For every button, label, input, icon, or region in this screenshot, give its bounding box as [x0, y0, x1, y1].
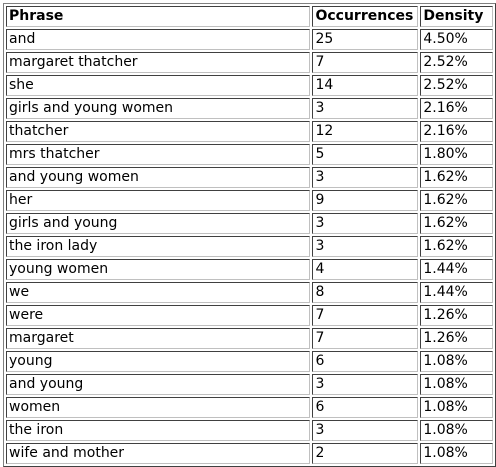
phrase-cell: margaret — [6, 328, 310, 349]
phrase-cell: she — [6, 75, 310, 96]
density-cell: 2.16% — [420, 98, 493, 119]
table-row — [6, 190, 493, 211]
phrase-cell: her — [6, 190, 310, 211]
density-cell: 2.16% — [420, 121, 493, 142]
density-cell: 1.26% — [420, 305, 493, 326]
header-row — [6, 6, 493, 27]
phrase-cell: wife and mother — [6, 443, 310, 464]
table-row — [6, 328, 493, 349]
keyword-density-table — [3, 3, 496, 467]
density-cell: 1.62% — [420, 213, 493, 234]
density-cell: 1.80% — [420, 144, 493, 165]
table-row — [6, 121, 493, 142]
clipped-caption — [0, 0, 496, 1]
phrase-cell: young women — [6, 259, 310, 280]
occurrences-cell: 6 — [312, 351, 418, 372]
table-row — [6, 397, 493, 418]
density-cell: 1.08% — [420, 420, 493, 441]
caption-fragment — [0, 0, 15, 1]
density-cell: 1.44% — [420, 259, 493, 280]
occurrences-cell: 7 — [312, 305, 418, 326]
occurrences-cell: 3 — [312, 213, 418, 234]
header-phrase: Phrase — [6, 6, 310, 27]
table-row — [6, 29, 493, 50]
occurrences-cell: 3 — [312, 98, 418, 119]
phrase-cell: young — [6, 351, 310, 372]
occurrences-cell: 8 — [312, 282, 418, 303]
table-row — [6, 351, 493, 372]
density-cell: 2.52% — [420, 52, 493, 73]
occurrences-cell: 6 — [312, 397, 418, 418]
occurrences-cell: 25 — [312, 29, 418, 50]
density-cell: 1.08% — [420, 443, 493, 464]
phrase-cell: thatcher — [6, 121, 310, 142]
table-row — [6, 420, 493, 441]
phrase-cell: girls and young — [6, 213, 310, 234]
density-cell: 2.52% — [420, 75, 493, 96]
occurrences-cell: 5 — [312, 144, 418, 165]
density-cell: 4.50% — [420, 29, 493, 50]
header-occurrences: Occurrences — [312, 6, 418, 27]
density-cell: 1.62% — [420, 236, 493, 257]
table-row — [6, 374, 493, 395]
occurrences-cell: 3 — [312, 167, 418, 188]
table-body — [6, 29, 493, 464]
phrase-cell: margaret thatcher — [6, 52, 310, 73]
occurrences-cell: 12 — [312, 121, 418, 142]
table-row — [6, 167, 493, 188]
density-cell: 1.62% — [420, 190, 493, 211]
table-row — [6, 75, 493, 96]
table-row — [6, 259, 493, 280]
occurrences-cell: 4 — [312, 259, 418, 280]
occurrences-cell: 14 — [312, 75, 418, 96]
density-cell: 1.62% — [420, 167, 493, 188]
density-cell: 1.08% — [420, 374, 493, 395]
occurrences-cell: 2 — [312, 443, 418, 464]
table-row — [6, 443, 493, 464]
occurrences-cell: 9 — [312, 190, 418, 211]
density-cell: 1.08% — [420, 397, 493, 418]
phrase-cell: and young — [6, 374, 310, 395]
density-cell: 1.08% — [420, 351, 493, 372]
table-row — [6, 305, 493, 326]
occurrences-cell: 3 — [312, 236, 418, 257]
density-cell: 1.26% — [420, 328, 493, 349]
phrase-cell: we — [6, 282, 310, 303]
phrase-cell: and young women — [6, 167, 310, 188]
occurrences-cell: 3 — [312, 420, 418, 441]
occurrences-cell: 3 — [312, 374, 418, 395]
phrase-cell: were — [6, 305, 310, 326]
table-row — [6, 52, 493, 73]
phrase-cell: women — [6, 397, 310, 418]
phrase-cell: mrs thatcher — [6, 144, 310, 165]
table-row — [6, 98, 493, 119]
table-row — [6, 236, 493, 257]
table-row — [6, 213, 493, 234]
phrase-cell: the iron lady — [6, 236, 310, 257]
phrase-cell: girls and young women — [6, 98, 310, 119]
table-row — [6, 282, 493, 303]
table-row — [6, 144, 493, 165]
occurrences-cell: 7 — [312, 52, 418, 73]
phrase-cell: and — [6, 29, 310, 50]
occurrences-cell: 7 — [312, 328, 418, 349]
header-density: Density — [420, 6, 493, 27]
phrase-cell: the iron — [6, 420, 310, 441]
density-cell: 1.44% — [420, 282, 493, 303]
